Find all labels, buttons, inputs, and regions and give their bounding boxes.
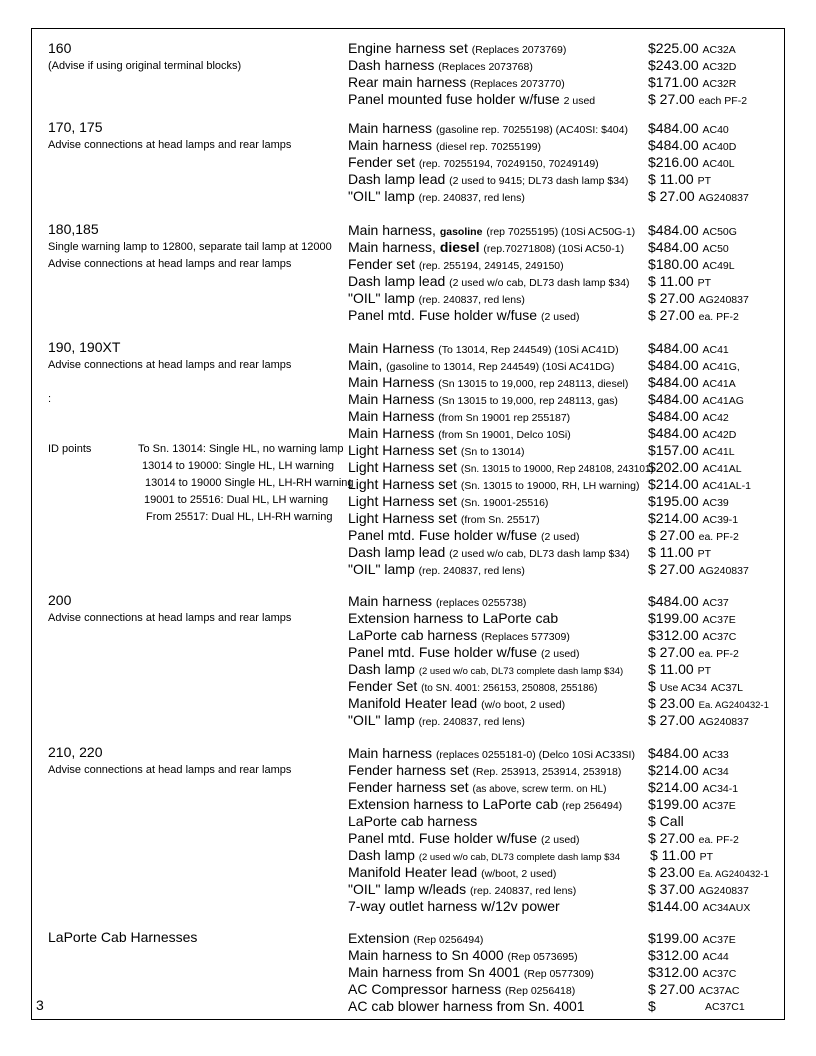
part-detail: (2 used) xyxy=(541,311,580,323)
model-heading: 180,185 xyxy=(48,221,99,237)
part-detail: (w/boot, 2 used) xyxy=(481,868,557,880)
part-code: Ea. AG240432-1 xyxy=(698,700,769,711)
part-name: Dash lamp xyxy=(348,661,415,677)
part-price: $199.00 xyxy=(648,796,699,812)
part-price: $214.00 xyxy=(648,779,699,795)
part-price: $ 11.00 xyxy=(648,544,694,560)
part-name: Fender harness set xyxy=(348,762,469,778)
part-detail: (2 used to 9415; DL73 dash lamp $34) xyxy=(449,175,629,187)
parts-row xyxy=(348,510,786,527)
part-detail: (Sn. 13015 to 19000, Rep 248108, 243101) xyxy=(460,464,654,475)
model-heading: LaPorte Cab Harnesses xyxy=(48,929,198,945)
part-name: Panel mtd. Fuse holder w/fuse xyxy=(348,527,538,543)
part-price: $ 27.00 xyxy=(648,188,695,204)
part-detail: (rep 256494) xyxy=(562,800,623,812)
part-code: AC39-1 xyxy=(702,514,739,526)
part-price: $ 27.00 xyxy=(648,527,695,543)
parts-row xyxy=(348,40,786,57)
part-name: Main harness xyxy=(348,120,433,136)
part-price: $199.00 xyxy=(648,610,699,626)
part-name: Main harness to Sn 4000 xyxy=(348,947,504,963)
part-name: "OIL" lamp xyxy=(348,290,415,306)
parts-row xyxy=(348,137,786,154)
part-name: AC cab blower harness from Sn. 4001 xyxy=(348,998,585,1014)
part-price: $199.00 xyxy=(648,930,699,946)
parts-row xyxy=(348,644,786,661)
part-detail: (Sn. 19001-25516) xyxy=(460,497,549,509)
part-code: AC37L xyxy=(710,682,743,694)
part-detail: (2 used) xyxy=(541,531,580,543)
part-code: ea. PF-2 xyxy=(698,531,739,543)
parts-row xyxy=(348,830,786,847)
parts-row xyxy=(348,678,786,695)
parts-row xyxy=(348,476,786,493)
part-code: AG240837 xyxy=(698,192,749,204)
part-name: Dash harness xyxy=(348,57,435,73)
part-name: Dash lamp lead xyxy=(348,171,446,187)
part-price: $312.00 xyxy=(648,964,699,980)
part-name: Panel mtd. Fuse holder w/fuse xyxy=(348,830,538,846)
part-name: "OIL" lamp w/leads xyxy=(348,881,467,897)
parts-row xyxy=(348,357,786,374)
part-detail: (2 used) xyxy=(541,834,580,846)
parts-row xyxy=(348,610,786,627)
parts-row xyxy=(348,57,786,74)
parts-row xyxy=(348,120,786,137)
part-detail: (Replaces 2073770) xyxy=(470,78,565,90)
part-code: AC32A xyxy=(702,44,736,56)
part-price: $484.00 xyxy=(648,408,699,424)
part-code: AC42 xyxy=(702,412,729,424)
part-price: $484.00 xyxy=(648,120,699,136)
parts-row xyxy=(348,442,786,459)
parts-row xyxy=(348,998,786,1015)
part-detail: (2 used w/o cab, DL73 complete dash lamp $34) xyxy=(418,666,624,677)
part-name: Extension xyxy=(348,930,410,946)
part-code: AC37C xyxy=(702,631,737,643)
part-price: $243.00 xyxy=(648,57,699,73)
parts-row xyxy=(348,425,786,442)
part-code: AC34AUX xyxy=(702,902,751,914)
part-detail: (from Sn 19001, Delco 10Si) xyxy=(438,429,571,441)
id-range: 19001 to 25516: Dual HL, LH warning xyxy=(144,494,329,506)
id-points-label: ID points xyxy=(48,443,92,455)
part-price: $484.00 xyxy=(648,593,699,609)
part-price: $ Call xyxy=(648,813,684,829)
part-code: AC39 xyxy=(702,497,729,509)
part-detail: (rep. 70255194, 70249150, 70249149) xyxy=(418,158,599,170)
model-note: (Advise if using original terminal blocks) xyxy=(48,60,242,72)
part-price: $ 27.00 xyxy=(648,561,695,577)
part-price: $ 27.00 xyxy=(648,830,695,846)
part-code: AC41AG xyxy=(702,395,744,407)
part-detail: (Rep 0256418) xyxy=(505,985,576,997)
part-detail: (Sn 13015 to 19,000, rep 248113, diesel) xyxy=(438,378,629,390)
parts-row xyxy=(348,712,786,729)
model-note: Single warning lamp to 12800, separate tail lamp at 12000 xyxy=(48,241,332,253)
part-name: Main Harness xyxy=(348,340,435,356)
part-price: $ 23.00 xyxy=(648,695,695,711)
part-price: $ 11.00 xyxy=(648,171,694,187)
parts-row xyxy=(348,561,786,578)
part-code: AC41AL xyxy=(702,463,742,475)
part-detail: (from Sn 19001 rep 255187) xyxy=(438,412,571,424)
part-name: Main harness xyxy=(348,745,433,761)
parts-row xyxy=(348,661,786,678)
part-name: Fender harness set xyxy=(348,779,469,795)
part-price: $ 23.00 xyxy=(648,864,695,880)
part-detail: (replaces 0255738) xyxy=(435,597,527,609)
part-name: 7-way outlet harness w/12v power xyxy=(348,898,560,914)
model-heading: 170, 175 xyxy=(48,119,103,135)
model-heading: 160 xyxy=(48,40,72,56)
part-detail: (to SN. 4001: 256153, 250808, 255186) xyxy=(421,683,598,694)
part-code: AC49L xyxy=(702,260,735,272)
parts-row xyxy=(348,762,786,779)
parts-row xyxy=(348,290,786,307)
part-name: Fender Set xyxy=(348,678,418,694)
part-name: Extension harness to LaPorte cab xyxy=(348,610,559,626)
part-name: "OIL" lamp xyxy=(348,712,415,728)
id-range: 13014 to 19000: Single HL, LH warning xyxy=(142,460,335,472)
part-price: $225.00 xyxy=(648,40,699,56)
part-code: AC37 xyxy=(702,597,729,609)
part-name: Dash lamp lead xyxy=(348,273,446,289)
part-price: $484.00 xyxy=(648,340,699,356)
parts-row xyxy=(348,74,786,91)
parts-row xyxy=(348,593,786,610)
part-name: Light Harness set xyxy=(348,442,457,458)
parts-row xyxy=(348,964,786,981)
part-detail: 2 used xyxy=(563,95,596,107)
parts-row xyxy=(348,796,786,813)
model-note: Advise connections at head lamps and rear lamps xyxy=(48,764,292,776)
part-price: $484.00 xyxy=(648,425,699,441)
model-heading: 210, 220 xyxy=(48,744,103,760)
part-price: $144.00 xyxy=(648,898,699,914)
model-note: Advise connections at head lamps and rear lamps xyxy=(48,359,292,371)
part-detail: (rep 70255195) (10Si AC50G-1) xyxy=(486,226,636,238)
part-detail: (gasoline rep. 70255198) (AC40SI: $404) xyxy=(435,124,628,136)
part-name: LaPorte cab harness xyxy=(348,813,478,829)
part-name: AC Compressor harness xyxy=(348,981,502,997)
parts-row xyxy=(348,627,786,644)
part-name: Main harness xyxy=(348,137,433,153)
part-code: AC32R xyxy=(702,78,737,90)
part-price: $484.00 xyxy=(648,239,699,255)
part-detail: (as above, screw term. on HL) xyxy=(472,784,607,795)
part-code: each PF-2 xyxy=(698,95,748,107)
part-code: AC40L xyxy=(702,158,735,170)
parts-row xyxy=(348,947,786,964)
parts-row xyxy=(348,391,786,408)
part-code: AC37C xyxy=(702,968,737,980)
part-price: $ 27.00 xyxy=(648,981,695,997)
part-name: "OIL" lamp xyxy=(348,561,415,577)
part-code: AC34 xyxy=(702,766,729,778)
part-price: $ 27.00 xyxy=(648,644,695,660)
part-price: $ 27.00 xyxy=(648,307,695,323)
part-price: $484.00 xyxy=(648,745,699,761)
part-price: $ 11.00 xyxy=(650,847,696,863)
part-price: $ 37.00 xyxy=(648,881,695,897)
part-detail: (rep. 240837, red lens) xyxy=(470,885,577,897)
parts-row xyxy=(348,493,786,510)
part-name: Rear main harness xyxy=(348,74,467,90)
part-detail: (from Sn. 25517) xyxy=(460,514,540,526)
part-detail: (diesel rep. 70255199) xyxy=(435,141,542,153)
part-detail: (Replaces 2073768) xyxy=(438,61,533,73)
part-code: ea. PF-2 xyxy=(698,311,739,323)
part-code: Ea. AG240432-1 xyxy=(698,869,769,880)
part-name: Main, xyxy=(348,357,383,373)
part-detail: (rep. 240837, red lens) xyxy=(418,716,525,728)
parts-row xyxy=(348,779,786,796)
part-detail: (Rep 0573695) xyxy=(507,951,578,963)
part-code: AC41L xyxy=(702,446,735,458)
parts-row xyxy=(348,459,786,476)
parts-row xyxy=(348,847,786,864)
part-code: AC40D xyxy=(702,141,737,153)
parts-row xyxy=(348,695,786,712)
part-code: AC37E xyxy=(702,800,736,812)
part-price: $ 11.00 xyxy=(648,273,694,289)
part-code: PT xyxy=(697,175,711,187)
model-heading: 190, 190XT xyxy=(48,339,121,355)
part-name: Fender set xyxy=(348,154,415,170)
part-code: AC33 xyxy=(702,749,729,761)
part-price: $180.00 xyxy=(648,256,699,272)
parts-row xyxy=(348,171,786,188)
part-code: ea. PF-2 xyxy=(698,834,739,846)
part-detail: (2 used) xyxy=(541,648,580,660)
model-heading: 200 xyxy=(48,592,72,608)
part-detail: (Sn 13015 to 19,000, rep 248113, gas) xyxy=(438,395,618,407)
part-detail: (2 used w/o cab, DL73 dash lamp $34) xyxy=(449,277,630,289)
parts-row xyxy=(348,864,786,881)
parts-row xyxy=(348,408,786,425)
part-detail: (Rep 0577309) xyxy=(523,968,594,980)
part-code: AC41G, xyxy=(702,361,740,373)
fuel-type: diesel xyxy=(439,239,480,255)
part-price: $484.00 xyxy=(648,357,699,373)
parts-row xyxy=(348,239,786,256)
part-name: Main harness from Sn 4001 xyxy=(348,964,520,980)
part-name: "OIL" lamp xyxy=(348,188,415,204)
part-code: AG240837 xyxy=(698,716,749,728)
part-detail: (Replaces 2073769) xyxy=(471,44,567,56)
part-detail: (2 used w/o cab, DL73 dash lamp $34) xyxy=(449,548,630,560)
part-price: $ xyxy=(648,678,656,694)
part-name: Panel mounted fuse holder w/fuse xyxy=(348,91,560,107)
parts-row xyxy=(348,91,786,108)
part-code: AC37AC xyxy=(698,985,740,997)
part-price: $214.00 xyxy=(648,510,699,526)
part-price: $216.00 xyxy=(648,154,699,170)
parts-row xyxy=(348,527,786,544)
part-detail: (Sn. 13015 to 19000, RH, LH warning) xyxy=(460,480,640,492)
part-price: $214.00 xyxy=(648,476,699,492)
part-price: $ 27.00 xyxy=(648,712,695,728)
part-price: $ 27.00 xyxy=(648,290,695,306)
part-name: Engine harness set xyxy=(348,40,468,56)
part-price: $484.00 xyxy=(648,374,699,390)
parts-row xyxy=(348,881,786,898)
part-name: Main Harness xyxy=(348,425,435,441)
part-code: AC44 xyxy=(702,951,729,963)
part-price: $312.00 xyxy=(648,947,699,963)
part-price: $ xyxy=(648,998,656,1014)
part-code: AG240837 xyxy=(698,565,749,577)
part-name: Light Harness set xyxy=(348,510,457,526)
part-code: PT xyxy=(697,548,711,560)
part-name: Light Harness set xyxy=(348,476,457,492)
part-code: AC37E xyxy=(702,934,736,946)
part-name: Main Harness xyxy=(348,374,435,390)
part-detail: (rep. 240837, red lens) xyxy=(418,192,525,204)
part-detail: (To 13014, Rep 244549) (10Si AC41D) xyxy=(438,344,619,356)
part-detail: (replaces 0255181-0) (Delco 10Si AC33SI) xyxy=(435,749,635,761)
part-code: AG240837 xyxy=(698,294,749,306)
parts-row xyxy=(348,745,786,762)
part-code: AC41 xyxy=(702,344,729,356)
part-code: AC34-1 xyxy=(702,783,739,795)
part-code: AC41A xyxy=(702,378,736,390)
part-name: Main harness, xyxy=(348,239,436,255)
part-price: $202.00 xyxy=(648,459,699,475)
id-range: From 25517: Dual HL, LH-RH warning xyxy=(146,511,333,523)
part-detail: (rep. 240837, red lens) xyxy=(418,294,525,306)
part-name: Light Harness set xyxy=(348,459,457,475)
parts-row xyxy=(348,273,786,290)
parts-row xyxy=(348,374,786,391)
part-detail: (w/o boot, 2 used) xyxy=(481,699,566,711)
part-name: LaPorte cab harness xyxy=(348,627,478,643)
model-note: Advise connections at head lamps and rear lamps xyxy=(48,612,292,624)
model-note: : xyxy=(48,393,52,405)
part-price: $484.00 xyxy=(648,391,699,407)
parts-row xyxy=(348,340,786,357)
part-name: Manifold Heater lead xyxy=(348,864,478,880)
parts-row xyxy=(348,188,786,205)
part-detail: (rep. 255194, 249145, 249150) xyxy=(418,260,564,272)
part-code: AC40 xyxy=(702,124,729,136)
part-price: $157.00 xyxy=(648,442,699,458)
parts-row xyxy=(348,930,786,947)
parts-row xyxy=(348,898,786,915)
part-code: AC37C1 xyxy=(705,1001,745,1013)
part-name: Fender set xyxy=(348,256,415,272)
part-code: AC50G xyxy=(702,226,737,238)
model-note: Advise connections at head lamps and rear lamps xyxy=(48,258,292,270)
id-range: 13014 to 19000 Single HL, LH-RH warning xyxy=(145,477,354,489)
part-code: ea. PF-2 xyxy=(698,648,739,660)
part-name: Panel mtd. Fuse holder w/fuse xyxy=(348,644,538,660)
part-code: PT xyxy=(697,277,711,289)
part-price: $214.00 xyxy=(648,762,699,778)
parts-row xyxy=(348,222,786,239)
part-code: PT xyxy=(697,665,711,677)
part-code: AC42D xyxy=(702,429,737,441)
part-name: Dash lamp xyxy=(348,847,415,863)
parts-row xyxy=(348,981,786,998)
part-name: Main Harness xyxy=(348,391,435,407)
part-code: PT xyxy=(699,851,713,863)
parts-row xyxy=(348,307,786,324)
page-number: 3 xyxy=(36,997,44,1013)
parts-row xyxy=(348,813,786,830)
part-detail: (Rep 0256494) xyxy=(413,934,484,946)
parts-row xyxy=(348,544,786,561)
part-detail: (Rep. 253913, 253914, 253918) xyxy=(472,766,622,778)
parts-row xyxy=(348,154,786,171)
part-detail: (2 used w/o cab, DL73 complete dash lamp $34 xyxy=(418,852,621,863)
part-price: $ 27.00 xyxy=(648,91,695,107)
part-price-note: Use AC34 xyxy=(659,682,707,694)
part-name: Main Harness xyxy=(348,408,435,424)
model-note: Advise connections at head lamps and rear lamps xyxy=(48,139,292,151)
part-detail: (Sn to 13014) xyxy=(460,446,525,458)
part-price: $484.00 xyxy=(648,137,699,153)
part-detail: (gasoline to 13014, Rep 244549) (10Si AC41DG) xyxy=(386,361,615,373)
part-name: Main harness, xyxy=(348,222,436,238)
id-range: To Sn. 13014: Single HL, no warning lamp xyxy=(138,443,344,455)
part-price: $ 11.00 xyxy=(648,661,694,677)
part-code: AC32D xyxy=(702,61,737,73)
part-name: Manifold Heater lead xyxy=(348,695,478,711)
part-detail: (rep.70271808) (10Si AC50-1) xyxy=(483,243,625,255)
part-name: Panel mtd. Fuse holder w/fuse xyxy=(348,307,538,323)
part-code: AC50 xyxy=(702,243,729,255)
part-detail: (rep. 240837, red lens) xyxy=(418,565,525,577)
parts-row xyxy=(348,256,786,273)
part-price: $171.00 xyxy=(648,74,699,90)
part-price: $312.00 xyxy=(648,627,699,643)
part-name: Extension harness to LaPorte cab xyxy=(348,796,559,812)
fuel-type: gasoline xyxy=(439,226,483,238)
part-code: AC41AL-1 xyxy=(702,480,751,492)
part-code: AG240837 xyxy=(698,885,749,897)
part-name: Dash lamp lead xyxy=(348,544,446,560)
part-price: $195.00 xyxy=(648,493,699,509)
part-name: Main harness xyxy=(348,593,433,609)
part-code: AC37E xyxy=(702,614,736,626)
part-detail: (Replaces 577309) xyxy=(481,631,570,643)
part-price: $484.00 xyxy=(648,222,699,238)
part-name: Light Harness set xyxy=(348,493,457,509)
